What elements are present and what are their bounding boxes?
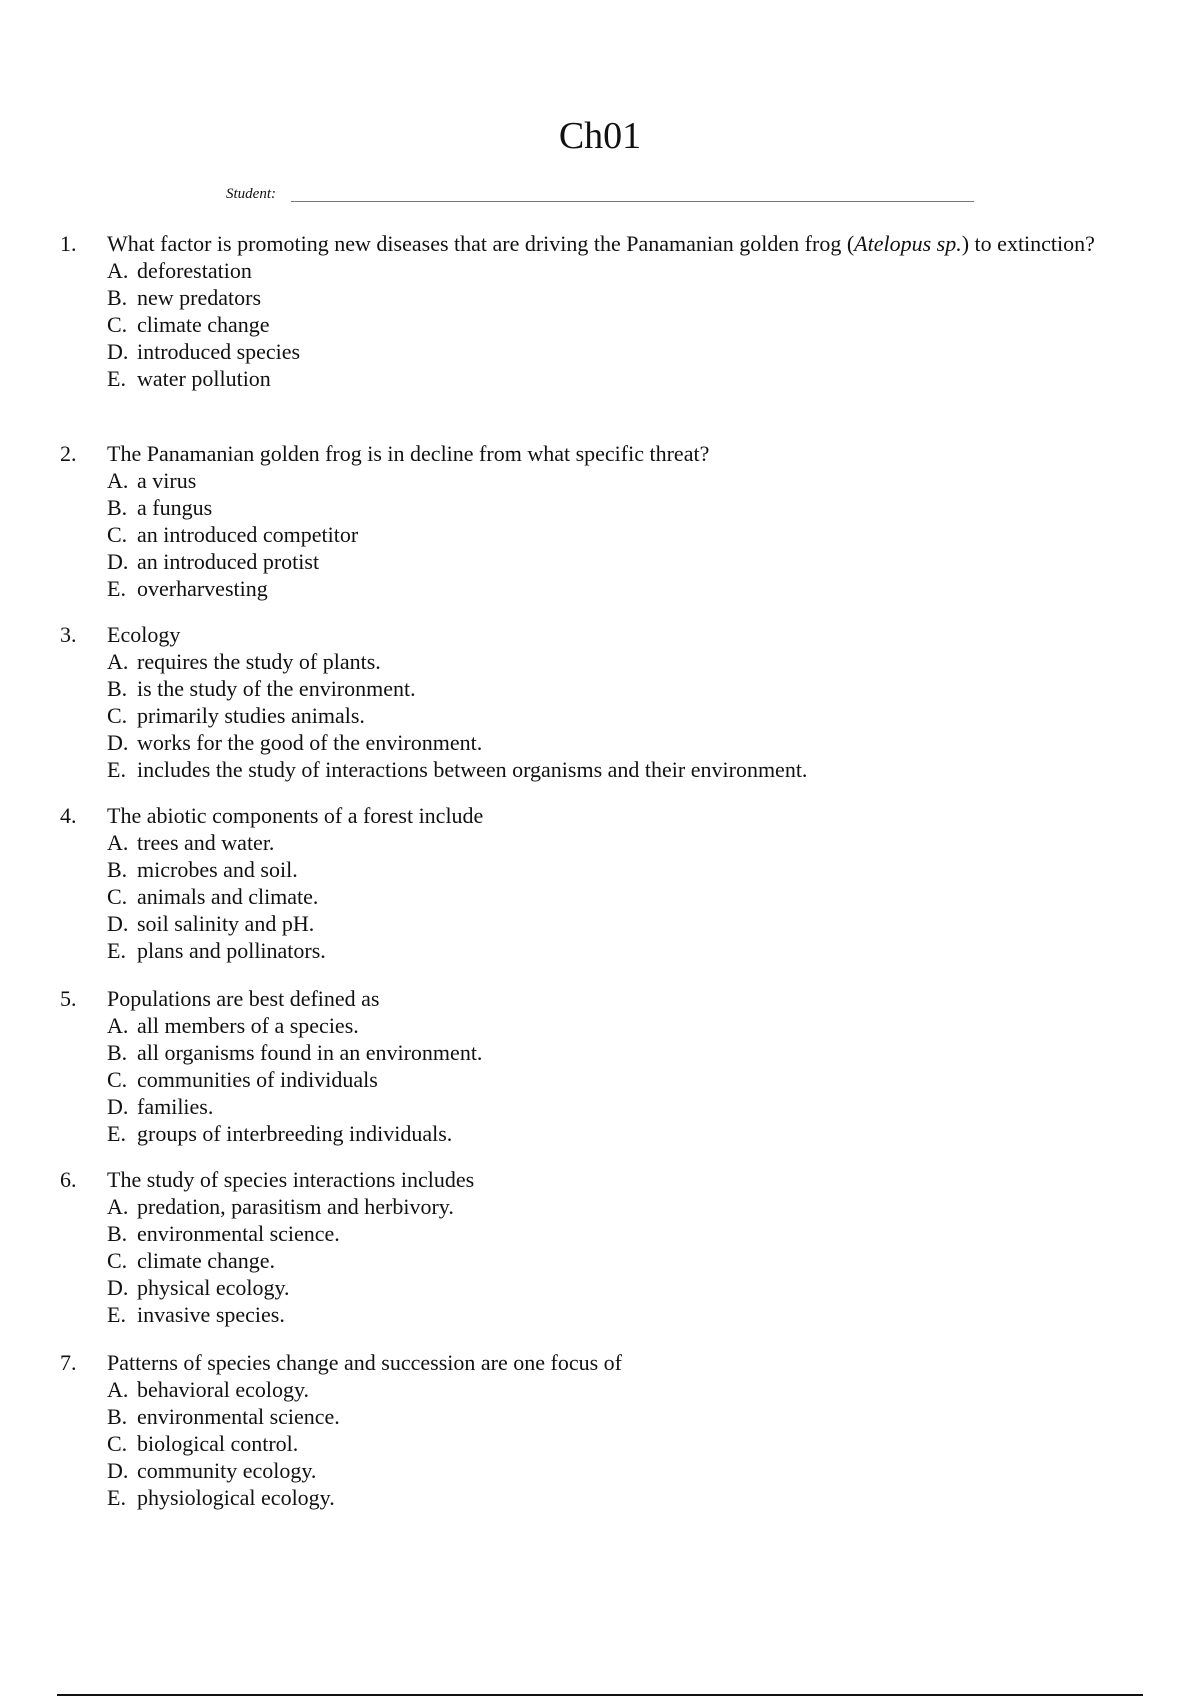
option-text: includes the study of interactions between organisms and their environment. (137, 757, 808, 782)
answer-option (107, 1484, 1100, 1511)
option-text: behavioral ecology. (137, 1377, 310, 1402)
option-text: requires the study of plants. (137, 649, 381, 674)
question-number: 2. (60, 441, 77, 466)
option-text: primarily studies animals. (137, 703, 365, 728)
question-number: 1. (60, 231, 77, 256)
option-letter: C. (107, 522, 128, 547)
answer-option (107, 1193, 1100, 1220)
option-letter: D. (107, 1094, 129, 1119)
answer-option (107, 729, 1100, 756)
question-stem: Ecology (107, 622, 181, 647)
option-letter: B. (107, 285, 128, 310)
question-number: 5. (60, 986, 77, 1011)
option-text: plans and pollinators. (137, 938, 326, 963)
question-stem: The Panamanian golden frog is in decline from what specific threat? (107, 441, 710, 466)
option-letter: C. (107, 1248, 128, 1273)
option-letter: D. (107, 1275, 129, 1300)
answer-options (107, 1376, 1100, 1511)
answer-option (107, 756, 1100, 783)
option-text: works for the good of the environment. (137, 730, 483, 755)
option-letter: D. (107, 549, 129, 574)
option-text: introduced species (137, 339, 301, 364)
option-text: microbes and soil. (137, 857, 298, 882)
answer-options (107, 257, 1100, 392)
option-letter: B. (107, 857, 128, 882)
option-text: communities of individuals (137, 1067, 378, 1092)
option-letter: C. (107, 884, 128, 909)
option-text: community ecology. (137, 1458, 317, 1483)
answer-option (107, 1093, 1100, 1120)
option-letter: E. (107, 757, 126, 782)
answer-option (107, 1247, 1100, 1274)
answer-option (107, 1376, 1100, 1403)
answer-option (107, 257, 1100, 284)
answer-option (107, 467, 1100, 494)
answer-option (107, 1403, 1100, 1430)
question-7 (60, 1349, 1100, 1511)
option-text: environmental science. (137, 1404, 340, 1429)
option-text: new predators (137, 285, 262, 310)
answer-option (107, 575, 1100, 602)
species-name: Atelopus sp. (854, 231, 962, 256)
option-text: water pollution (137, 366, 271, 391)
option-text: an introduced competitor (137, 522, 359, 547)
option-letter: A. (107, 1013, 129, 1038)
page-title: Ch01 (558, 115, 642, 157)
question-2 (60, 440, 1100, 602)
answer-option (107, 365, 1100, 392)
option-text: overharvesting (137, 576, 268, 601)
question-stem: Patterns of species change and succession are one focus of (107, 1350, 622, 1375)
answer-option (107, 284, 1100, 311)
answer-options (107, 467, 1100, 602)
option-letter: B. (107, 1040, 128, 1065)
answer-option (107, 829, 1100, 856)
option-text: climate change. (137, 1248, 276, 1273)
question-5 (60, 985, 1100, 1147)
option-letter: B. (107, 676, 128, 701)
option-text: is the study of the environment. (137, 676, 416, 701)
option-letter: B. (107, 495, 128, 520)
answer-option (107, 937, 1100, 964)
option-letter: C. (107, 312, 128, 337)
option-letter: C. (107, 1431, 128, 1456)
option-text: physical ecology. (137, 1275, 290, 1300)
option-text: groups of interbreeding individuals. (137, 1121, 453, 1146)
option-text: climate change (137, 312, 270, 337)
footer-divider (57, 1694, 1143, 1696)
option-letter: D. (107, 1458, 129, 1483)
option-letter: A. (107, 1194, 129, 1219)
option-text: predation, parasitism and herbivory. (137, 1194, 454, 1219)
answer-option (107, 856, 1100, 883)
answer-option (107, 548, 1100, 575)
option-text: environmental science. (137, 1221, 340, 1246)
question-number: 4. (60, 803, 77, 828)
question-3 (60, 621, 1100, 783)
answer-option (107, 702, 1100, 729)
answer-option (107, 910, 1100, 937)
question-stem: The abiotic components of a forest include (107, 803, 484, 828)
option-letter: A. (107, 830, 129, 855)
option-letter: E. (107, 576, 126, 601)
answer-option (107, 648, 1100, 675)
option-text: biological control. (137, 1431, 299, 1456)
answer-options (107, 648, 1100, 783)
option-text: families. (137, 1094, 214, 1119)
option-letter: D. (107, 911, 129, 936)
answer-options (107, 829, 1100, 964)
answer-option (107, 338, 1100, 365)
answer-options (107, 1012, 1100, 1147)
student-label: Student: (226, 186, 276, 202)
answer-option (107, 1120, 1100, 1147)
option-text: animals and climate. (137, 884, 319, 909)
answer-options (107, 1193, 1100, 1328)
question-stem: The study of species interactions includes (107, 1167, 475, 1192)
option-text: all members of a species. (137, 1013, 359, 1038)
answer-option (107, 521, 1100, 548)
question-6 (60, 1166, 1100, 1328)
option-text: all organisms found in an environment. (137, 1040, 483, 1065)
answer-option (107, 675, 1100, 702)
option-letter: D. (107, 730, 129, 755)
question-4 (60, 802, 1100, 964)
answer-option (107, 1430, 1100, 1457)
option-letter: C. (107, 703, 128, 728)
question-number: 7. (60, 1350, 77, 1375)
option-text: a fungus (137, 495, 213, 520)
option-letter: C. (107, 1067, 128, 1092)
answer-option (107, 1457, 1100, 1484)
question-stem (107, 230, 1100, 257)
option-letter: E. (107, 1485, 126, 1510)
student-name-row (226, 184, 974, 206)
student-name-line (291, 201, 974, 202)
answer-option (107, 1301, 1100, 1328)
option-letter: B. (107, 1404, 128, 1429)
answer-option (107, 1012, 1100, 1039)
option-letter: A. (107, 468, 129, 493)
question-stem-part: ) to extinction? (961, 231, 1095, 256)
question-stem-part: What factor is promoting new diseases that are driving the Panamanian golden frog ( (107, 231, 855, 256)
option-text: physiological ecology. (137, 1485, 335, 1510)
answer-option (107, 494, 1100, 521)
question-number: 3. (60, 622, 77, 647)
option-text: a virus (137, 468, 197, 493)
option-letter: E. (107, 1121, 126, 1146)
option-text: invasive species. (137, 1302, 285, 1327)
option-letter: A. (107, 258, 129, 283)
option-letter: E. (107, 366, 126, 391)
question-1 (60, 230, 1100, 392)
answer-option (107, 883, 1100, 910)
answer-option (107, 1039, 1100, 1066)
option-letter: E. (107, 938, 126, 963)
option-text: deforestation (137, 258, 252, 283)
option-text: soil salinity and pH. (137, 911, 315, 936)
option-letter: A. (107, 1377, 129, 1402)
answer-option (107, 1220, 1100, 1247)
option-text: an introduced protist (137, 549, 320, 574)
option-letter: D. (107, 339, 129, 364)
answer-option (107, 1066, 1100, 1093)
option-letter: B. (107, 1221, 128, 1246)
answer-option (107, 1274, 1100, 1301)
question-stem: Populations are best defined as (107, 986, 380, 1011)
option-letter: A. (107, 649, 129, 674)
option-letter: E. (107, 1302, 126, 1327)
option-text: trees and water. (137, 830, 275, 855)
answer-option (107, 311, 1100, 338)
question-number: 6. (60, 1167, 77, 1192)
